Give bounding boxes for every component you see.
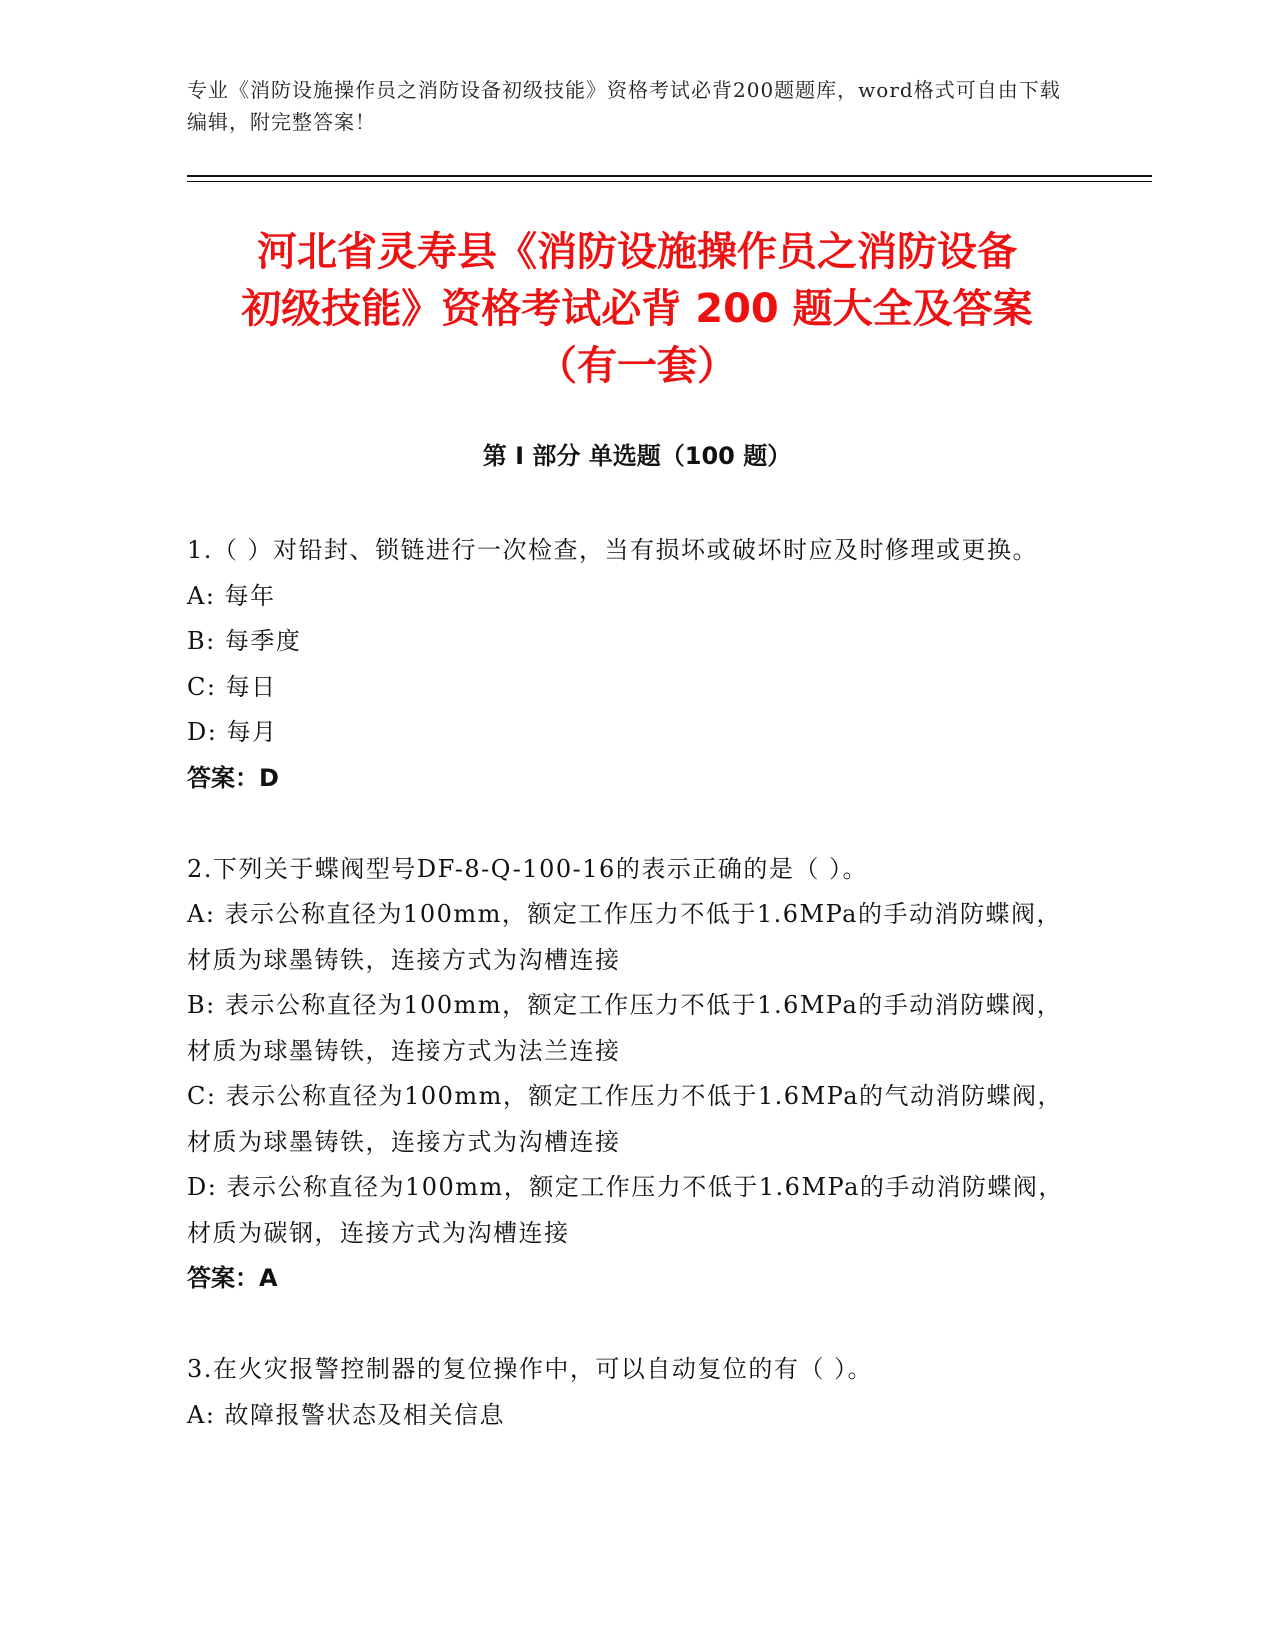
- option-b: B: 表示公称直径为100mm，额定工作压力不低于1.6MPa的手动消防蝶阀，材质为球墨铸铁，连接方式为法兰连接: [187, 991, 1063, 1065]
- question-stem: 3.在火灾报警控制器的复位操作中，可以自动复位的有（ ）。: [187, 1355, 874, 1383]
- document-title: [187, 224, 1087, 395]
- question-1: [187, 528, 1087, 801]
- question-stem: 1.（ ）对铅封、锁链进行一次检查，当有损坏或破坏时应及时修理或更换。: [187, 536, 1039, 564]
- question-stem: 2.下列关于蝶阀型号DF-8-Q-100-16的表示正确的是（ ）。: [187, 854, 868, 883]
- header-divider-thick: [187, 175, 1152, 177]
- question-spacer: [187, 801, 1087, 847]
- option-a: A: 故障报警状态及相关信息: [187, 1400, 506, 1429]
- option-d: D: 每月: [187, 718, 278, 746]
- answer: 答案：D: [187, 763, 279, 792]
- question-spacer: [187, 1302, 1087, 1348]
- title-line-3: （有一套）: [537, 343, 737, 389]
- option-c: C: 每日: [187, 672, 277, 701]
- title-line-2: 初级技能》资格考试必背 200 题大全及答案: [241, 286, 1033, 332]
- option-b: B: 每季度: [187, 627, 302, 655]
- option-a: A: 每年: [187, 581, 276, 610]
- question-list: [187, 528, 1087, 1438]
- header-note: 专业《消防设施操作员之消防设备初级技能》资格考试必背200题题库，word格式可自由下载编辑，附完整答案！: [187, 78, 1061, 134]
- option-d: D: 表示公称直径为100mm，额定工作压力不低于1.6MPa的手动消防蝶阀，材质为碳钢，连接方式为沟槽连接: [187, 1173, 1064, 1247]
- question-2: [187, 847, 1087, 1302]
- question-3: [187, 1347, 1087, 1438]
- option-c: C: 表示公称直径为100mm，额定工作压力不低于1.6MPa的气动消防蝶阀，材质为球墨铸铁，连接方式为沟槽连接: [187, 1082, 1064, 1156]
- answer: 答案：A: [187, 1264, 278, 1292]
- header-divider-thin: [187, 181, 1152, 182]
- title-line-1: 河北省灵寿县《消防设施操作员之消防设备: [257, 229, 1017, 275]
- section-heading: 第 I 部分 单选题（100 题）: [482, 442, 792, 470]
- option-a: A: 表示公称直径为100mm，额定工作压力不低于1.6MPa的手动消防蝶阀，材质为球墨铸铁，连接方式为沟槽连接: [187, 900, 1062, 974]
